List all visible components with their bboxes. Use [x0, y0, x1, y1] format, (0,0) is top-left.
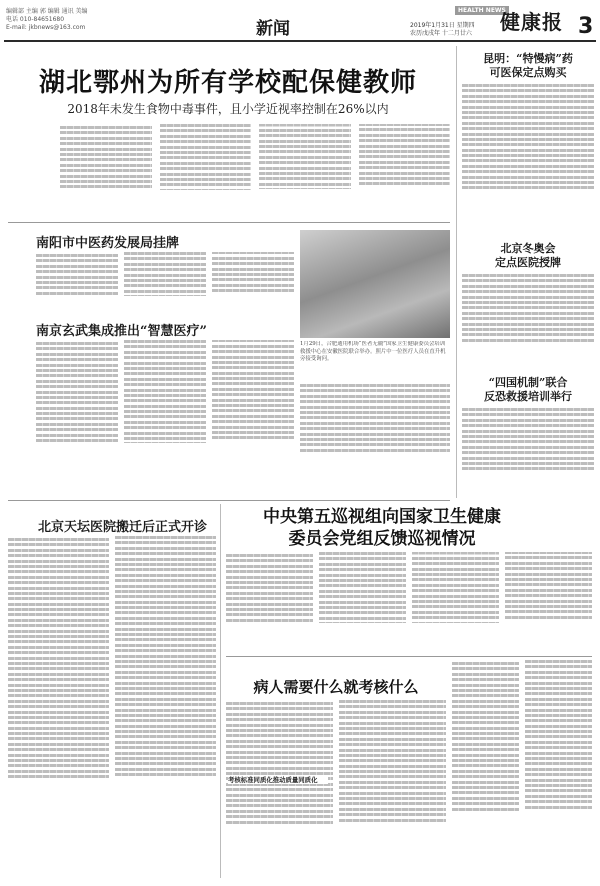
beijing-headline-2: 定点医院授牌: [495, 256, 561, 269]
masthead: 健康报: [500, 10, 563, 34]
editor-line: 编辑部 主编 郭 编辑 通讯 美编: [6, 8, 88, 15]
sichuan-headline-2: 反恐救援培训举行: [484, 390, 572, 403]
editor-info: [6, 8, 146, 32]
tianjin-body: [8, 536, 216, 876]
sichuan-body: [462, 406, 594, 496]
lead-body: [60, 124, 450, 220]
email-line: E-mail: jkbnews@163.com: [6, 24, 86, 31]
xuanwu-body: [36, 340, 294, 482]
photo-side-body: [300, 382, 450, 482]
inspection-headline-2: 委员会党组反馈巡视情况: [288, 529, 476, 549]
kunming-body: [462, 82, 594, 232]
inspection-headline-1: 中央第五巡视组向国家卫生健康: [263, 507, 501, 527]
page-header: [0, 0, 600, 42]
needs-body-right: [452, 660, 592, 876]
section-title: 新闻: [256, 19, 290, 39]
issue-date: 2019年1月31日 星期四: [410, 22, 475, 29]
beijing-body: [462, 272, 594, 368]
phone-line: 电话 010-84651680: [6, 16, 65, 23]
xuanwu-headline: 南京玄武集成推出“智慧医疗”: [36, 324, 207, 339]
inspection-body: [226, 552, 592, 652]
sichuan-headline-1: “四国机制”联合: [488, 376, 568, 389]
lead-headline: 湖北鄂州为所有学校配保健教师: [38, 68, 417, 98]
kunming-headline-2: 可医保定点购买: [489, 66, 567, 79]
nanyang-headline: 南阳市中医药发展局挂牌: [36, 236, 180, 251]
divider: [8, 222, 450, 223]
lead-subheadline: 2018年未发生食物中毒事件，且小学近视率控制在26%以内: [67, 102, 389, 116]
nanyang-body: [36, 252, 294, 308]
news-photo: [300, 230, 450, 338]
lunar-date: 农历戊戌年 十二月廿六: [410, 30, 472, 37]
column-divider: [220, 504, 221, 878]
sidebar-divider: [456, 46, 457, 498]
divider: [8, 500, 450, 501]
needs-body-left: [226, 700, 446, 876]
kunming-headline-1: 昆明：“特慢病”药: [483, 52, 573, 65]
date-block: [410, 22, 475, 38]
needs-headline: 病人需要什么就考核什么: [253, 678, 419, 696]
page-number: 3: [578, 14, 594, 39]
masthead-english: HEALTH NEWS: [455, 6, 509, 15]
photo-caption: 1月29日，合肥通用机场“医者无疆”国家卫生健康委员会培训救援中心在安徽医院联合举办。照片中一位医疗人员在直升机旁接受询问。: [300, 341, 446, 362]
beijing-headline-1: 北京冬奥会: [500, 242, 556, 255]
needs-subhead: 考核标准同质化推动质量同质化: [228, 776, 328, 784]
divider: [226, 656, 592, 657]
header-rule: [4, 40, 596, 42]
tianjin-headline: 北京天坛医院搬迁后正式开诊: [38, 520, 208, 535]
